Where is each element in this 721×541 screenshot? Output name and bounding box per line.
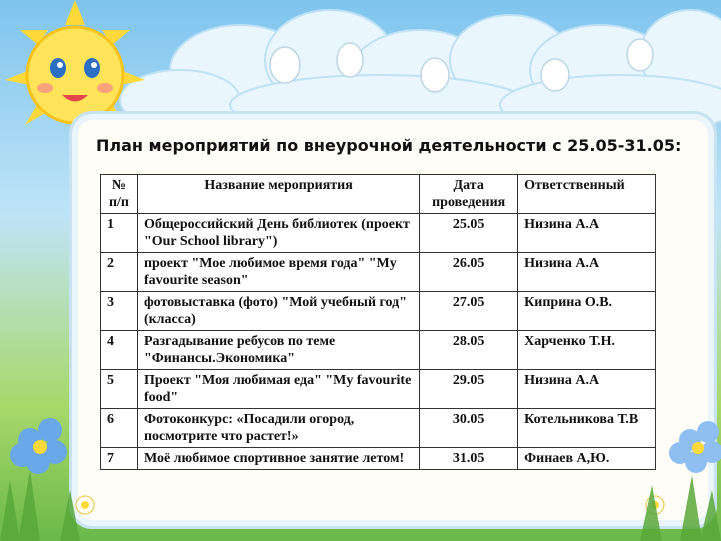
sun-icon	[0, 0, 150, 140]
row-date: 25.05	[420, 214, 518, 253]
table-row	[101, 370, 656, 409]
row-num: 5	[101, 370, 138, 409]
row-name: Проект "Моя любимая еда" "My favourite food"	[137, 370, 419, 409]
row-name: Общероссийский День библиотек (проект "Our School library")	[137, 214, 419, 253]
row-name: фотовыставка (фото) "Мой учебный год" (класса)	[137, 292, 419, 331]
table-row	[101, 409, 656, 448]
row-num: 3	[101, 292, 138, 331]
header-responsible: Ответственный	[518, 175, 656, 214]
header-num: № п/п	[101, 175, 138, 214]
table-row	[101, 331, 656, 370]
row-responsible: Низина А.А	[518, 370, 656, 409]
page-title: План мероприятий по внеурочной деятельности с 25.05-31.05:	[96, 136, 682, 155]
row-responsible: Финаев А,Ю.	[518, 448, 656, 470]
row-num: 4	[101, 331, 138, 370]
row-date: 30.05	[420, 409, 518, 448]
table-row	[101, 214, 656, 253]
row-name: Моё любимое спортивное занятие летом!	[137, 448, 419, 470]
row-responsible: Котельникова Т.В	[518, 409, 656, 448]
row-num: 2	[101, 253, 138, 292]
table-row	[101, 448, 656, 470]
row-date: 26.05	[420, 253, 518, 292]
table-row	[101, 253, 656, 292]
row-date: 29.05	[420, 370, 518, 409]
header-name: Название мероприятия	[137, 175, 419, 214]
row-num: 1	[101, 214, 138, 253]
events-table	[100, 174, 656, 470]
header-date: Дата проведения	[420, 175, 518, 214]
row-responsible: Киприна О.В.	[518, 292, 656, 331]
row-responsible: Низина А.А	[518, 253, 656, 292]
row-num: 6	[101, 409, 138, 448]
table-header-row	[101, 175, 656, 214]
row-responsible: Харченко Т.Н.	[518, 331, 656, 370]
table-row	[101, 292, 656, 331]
row-date: 28.05	[420, 331, 518, 370]
row-num: 7	[101, 448, 138, 470]
row-name: Разгадывание ребусов по теме "Финансы.Экономика"	[137, 331, 419, 370]
row-date: 31.05	[420, 448, 518, 470]
row-name: проект "Мое любимое время года" "My favourite season"	[137, 253, 419, 292]
row-name: Фотоконкурс: «Посадили огород, посмотрите что растет!»	[137, 409, 419, 448]
row-date: 27.05	[420, 292, 518, 331]
row-responsible: Низина А.А	[518, 214, 656, 253]
